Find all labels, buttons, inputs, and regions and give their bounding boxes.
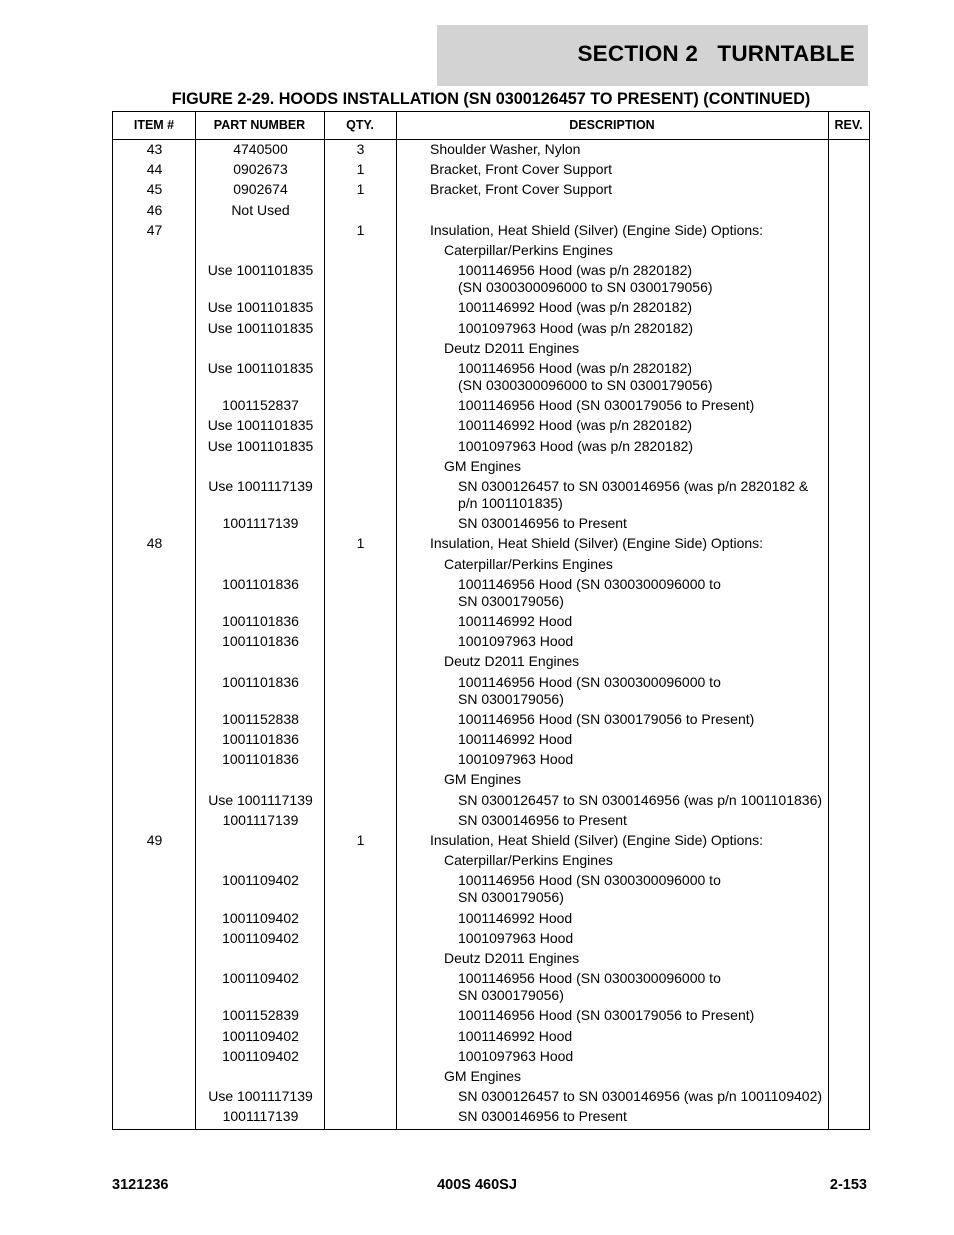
- description-line: SN 0300126457 to SN 0300146956 (was p/n 2820182 &: [458, 478, 809, 494]
- quantity-cell: 1: [356, 161, 365, 178]
- description-line: 1001097963 Hood: [458, 633, 574, 650]
- part-number-cell: 1001117139: [222, 1108, 299, 1125]
- quantity-cell: 1: [356, 832, 365, 848]
- parts-table: [112, 111, 870, 1130]
- part-number-cell: 1001109402: [222, 970, 299, 987]
- quantity-cell: 1: [356, 221, 365, 238]
- description-line: Caterpillar/Perkins Engines: [444, 852, 613, 869]
- description-cell: [458, 360, 858, 394]
- part-number-cell: 1001109402: [222, 909, 299, 926]
- description-cell: [458, 751, 858, 768]
- part-number-cell: 1001101836: [222, 751, 299, 768]
- description-cell: [458, 711, 858, 728]
- item-number-cell: 47: [146, 221, 163, 238]
- description-line: 1001146956 Hood (SN 0300300096000 to: [458, 673, 721, 690]
- description-line: Insulation, Heat Shield (Silver) (Engine Side) Options:: [430, 832, 764, 848]
- description-line: 1001097963 Hood (was p/n 2820182): [458, 437, 694, 454]
- part-number-cell: 1001152838: [222, 710, 299, 727]
- description-cell: [444, 242, 844, 259]
- description-cell: [458, 1088, 858, 1105]
- quantity-cell: 1: [356, 535, 365, 552]
- description-cell: [458, 320, 858, 337]
- description-line: 1001146956 Hood (SN 0300300096000 to: [458, 575, 721, 592]
- item-number-cell: 48: [146, 535, 163, 552]
- description-cell: [458, 872, 858, 906]
- description-cell: [430, 832, 830, 849]
- description-cell: [458, 576, 858, 610]
- description-cell: [458, 930, 858, 947]
- part-number-cell: 1001109402: [222, 872, 299, 889]
- description-line: SN 0300126457 to SN 0300146956 (was p/n 1001101836): [458, 791, 823, 808]
- description-line: 1001146992 Hood: [458, 731, 573, 747]
- description-line: SN 0300146956 to Present: [458, 1108, 627, 1125]
- section-title: SECTION 2 TURNTABLE: [577, 41, 855, 66]
- description-line: Deutz D2011 Engines: [444, 339, 580, 356]
- part-number-cell: 1001101836: [222, 731, 299, 747]
- description-cell: [458, 478, 858, 512]
- part-number-cell: Use 1001101835: [207, 262, 314, 279]
- part-number-cell: 1001101836: [222, 613, 299, 629]
- description-line: 1001146992 Hood (was p/n 2820182): [458, 299, 693, 316]
- description-line: GM Engines: [444, 1068, 522, 1084]
- part-number-cell: Use 1001101835: [207, 319, 314, 336]
- item-number-cell: 43: [146, 141, 163, 157]
- description-cell: [430, 535, 830, 552]
- description-line: 1001097963 Hood: [458, 751, 574, 768]
- part-number-cell: Not Used: [231, 201, 290, 218]
- description-line: 1001146956 Hood (SN 0300300096000 to: [458, 872, 721, 889]
- part-number-cell: 1001101836: [222, 633, 299, 650]
- description-cell: [444, 1068, 844, 1085]
- description-line: 1001097963 Hood (was p/n 2820182): [458, 319, 694, 336]
- item-number-cell: 45: [146, 181, 163, 198]
- column-header-item: ITEM #: [133, 118, 175, 132]
- description-line: SN 0300146956 to Present: [458, 811, 627, 828]
- description-cell: [458, 438, 858, 455]
- part-number-cell: 1001152839: [222, 1007, 299, 1024]
- description-line: Insulation, Heat Shield (Silver) (Engine Side) Options:: [430, 221, 764, 238]
- description-line: (SN 0300300096000 to SN 0300179056): [458, 377, 713, 393]
- description-cell: [444, 458, 844, 475]
- part-number-cell: Use 1001117139: [208, 1088, 313, 1105]
- description-cell: [430, 161, 830, 178]
- part-number-cell: 1001101836: [222, 673, 299, 690]
- footer-model: 400S 460SJ: [437, 1177, 517, 1193]
- description-line: Caterpillar/Perkins Engines: [444, 555, 613, 572]
- part-number-cell: 0902673: [233, 161, 288, 178]
- part-number-cell: 1001152837: [222, 397, 299, 414]
- description-cell: [458, 1028, 858, 1045]
- description-line: (SN 0300300096000 to SN 0300179056): [458, 279, 713, 296]
- item-number-cell: 44: [146, 161, 163, 178]
- description-cell: [444, 852, 844, 869]
- description-line: 1001146992 Hood: [458, 613, 573, 629]
- description-cell: [430, 141, 830, 158]
- column-header-description: DESCRIPTION: [569, 118, 655, 132]
- description-cell: [444, 950, 844, 967]
- description-line: SN 0300179056): [458, 690, 564, 707]
- description-line: SN 0300179056): [458, 987, 564, 1004]
- part-number-cell: 1001101836: [222, 575, 299, 592]
- description-line: 1001146956 Hood (SN 0300179056 to Present): [458, 397, 755, 414]
- description-cell: [430, 181, 830, 198]
- description-line: 1001146956 Hood (SN 0300179056 to Present): [458, 710, 755, 727]
- description-cell: [444, 340, 844, 357]
- part-number-cell: 4740500: [233, 141, 288, 157]
- description-cell: [444, 771, 844, 788]
- part-number-cell: Use 1001101835: [207, 437, 314, 454]
- description-cell: [458, 397, 858, 414]
- header-divider: [113, 139, 869, 140]
- part-number-cell: Use 1001101835: [207, 299, 314, 316]
- part-number-cell: Use 1001101835: [207, 417, 314, 434]
- description-line: Bracket, Front Cover Support: [430, 161, 613, 178]
- description-line: SN 0300179056): [458, 889, 564, 906]
- description-line: GM Engines: [444, 457, 522, 474]
- description-cell: [458, 633, 858, 650]
- description-cell: [458, 812, 858, 829]
- description-line: 1001146956 Hood (was p/n 2820182): [458, 262, 693, 279]
- quantity-cell: 1: [356, 181, 365, 198]
- part-number-cell: Use 1001117139: [208, 791, 313, 808]
- footer-page-number: 2-153: [829, 1177, 867, 1193]
- description-line: SN 0300146956 to Present: [458, 515, 627, 532]
- footer-document-number: 3121236: [112, 1177, 169, 1193]
- part-number-cell: Use 1001117139: [208, 478, 313, 494]
- column-header-part-number: PART NUMBER: [213, 118, 306, 132]
- part-number-cell: 0902674: [233, 181, 288, 198]
- section-banner: [437, 25, 868, 86]
- description-line: SN 0300179056): [458, 592, 564, 609]
- description-line: p/n 1001101835): [458, 495, 563, 511]
- description-cell: [458, 515, 858, 532]
- part-number-cell: 1001109402: [222, 929, 299, 946]
- item-number-cell: 49: [146, 832, 163, 848]
- description-line: 1001097963 Hood: [458, 929, 574, 946]
- description-cell: [458, 1048, 858, 1065]
- description-cell: [458, 970, 858, 1004]
- description-cell: [458, 1007, 858, 1024]
- description-cell: [458, 731, 858, 748]
- item-number-cell: 46: [146, 201, 163, 218]
- description-line: Insulation, Heat Shield (Silver) (Engine Side) Options:: [430, 535, 764, 552]
- description-cell: [458, 792, 858, 809]
- description-cell: [430, 222, 830, 239]
- part-number-cell: 1001117139: [222, 811, 299, 828]
- description-line: 1001146992 Hood: [458, 1027, 573, 1044]
- description-cell: [458, 262, 858, 296]
- description-cell: [444, 556, 844, 573]
- description-cell: [458, 299, 858, 316]
- description-line: 1001146956 Hood (SN 0300179056 to Present): [458, 1007, 755, 1024]
- description-line: Bracket, Front Cover Support: [430, 181, 613, 198]
- description-line: 1001146992 Hood (was p/n 2820182): [458, 417, 693, 434]
- description-line: Caterpillar/Perkins Engines: [444, 242, 613, 258]
- column-divider: [396, 112, 397, 1129]
- description-line: 1001097963 Hood: [458, 1047, 574, 1064]
- description-cell: [458, 417, 858, 434]
- column-header-rev: REV.: [834, 118, 863, 132]
- part-number-cell: 1001109402: [222, 1027, 299, 1044]
- description-line: SN 0300126457 to SN 0300146956 (was p/n 1001109402): [458, 1088, 823, 1105]
- description-cell: [444, 653, 844, 670]
- description-line: Deutz D2011 Engines: [444, 653, 580, 670]
- description-cell: [458, 613, 858, 630]
- description-line: Shoulder Washer, Nylon: [430, 141, 581, 157]
- part-number-cell: Use 1001101835: [207, 360, 314, 376]
- part-number-cell: 1001117139: [222, 515, 299, 532]
- quantity-cell: 3: [356, 141, 365, 157]
- figure-title: FIGURE 2-29. HOODS INSTALLATION (SN 0300126457 TO PRESENT) (CONTINUED): [171, 90, 811, 108]
- column-header-qty: QTY.: [346, 118, 374, 132]
- description-cell: [458, 1108, 858, 1125]
- description-cell: [458, 910, 858, 927]
- description-line: 1001146956 Hood (was p/n 2820182): [458, 360, 693, 376]
- description-line: 1001146992 Hood: [458, 909, 573, 926]
- description-cell: [458, 674, 858, 708]
- description-line: 1001146956 Hood (SN 0300300096000 to: [458, 970, 721, 987]
- description-line: Deutz D2011 Engines: [444, 950, 580, 966]
- part-number-cell: 1001109402: [222, 1047, 299, 1064]
- description-line: GM Engines: [444, 771, 522, 788]
